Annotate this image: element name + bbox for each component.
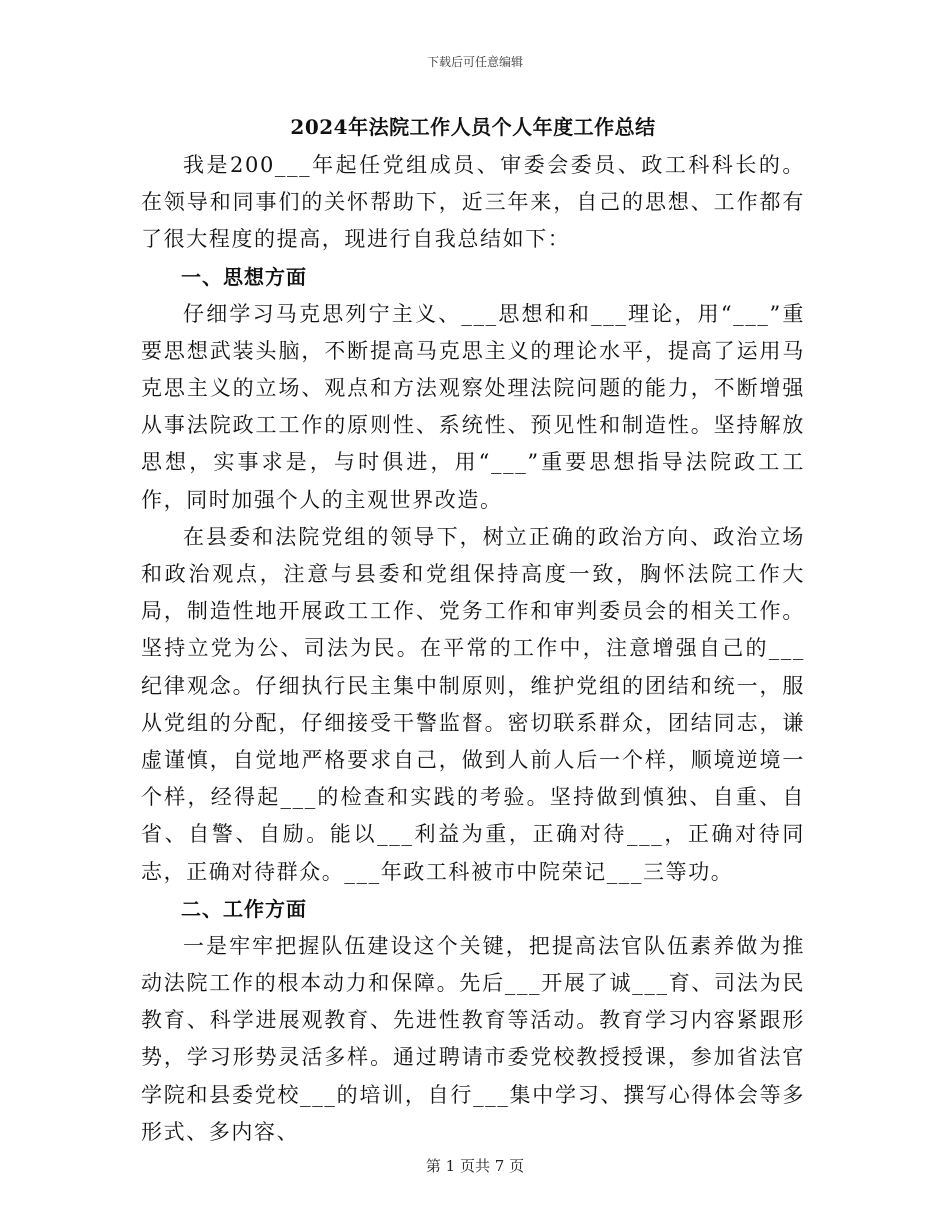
page-number: 第 1 页共 7 页 <box>425 1157 525 1175</box>
thought-paragraph-2: 在县委和法院党组的领导下，树立正确的政治方向、政治立场和政治观点，注意与县委和党组保持高度一致，胸怀法院工作大局，制造性地开展政工工作、党务工作和审判委员会的相关工作。坚持立党为公、司法为民。在平常的工作中，注意增强自己的___纪律观念。仔细执行民主集中制原则，维护党组的团结和统一，服从党组的分配，仔细接受干警监督。密切联系群众，团结同志，谦虚谨慎，自觉地严格要求自己，做到人前人后一个样，顺境逆境一个样，经得起___的检查和实践的考验。坚持做到慎独、自重、自省、自警、自励。能以___利益为重，正确对待___，正确对待同志，正确对待群众。___年政工科被市中院荣记___三等功。 <box>141 524 805 884</box>
document-title: 2024年法院工作人员个人年度工作总结 <box>290 115 656 139</box>
section-heading-work: 二、工作方面 <box>181 896 307 921</box>
header-note: 下载后可任意编辑 <box>426 55 523 69</box>
work-paragraph-1: 一是牢牢把握队伍建设这个关键，把提高法官队伍素养做为推动法院工作的根本动力和保障。先后___开展了诚___育、司法为民教育、科学进展观教育、先进性教育等活动。教育学习内容紧跟形势，学习形势灵活多样。通过聘请市委党校教授授课，参加省法官学院和县委党校___的培训，自行___集中学习、撰写心得体会等多形式、多内容、 <box>141 933 805 1144</box>
thought-paragraph-1: 仔细学习马克思列宁主义、___思想和和___理论，用“___”重要思想武装头脑，不断提高马克思主义的理论水平，提高了运用马克思主义的立场、观点和方法观察处理法院问题的能力，不断增强从事法院政工工作的原则性、系统性、预见性和制造性。坚持解放思想，实事求是，与时俱进，用“___”重要思想指导法院政工工作，同时加强个人的主观世界改造。 <box>141 301 805 512</box>
document-body <box>141 111 805 1151</box>
section-heading-thought: 一、思想方面 <box>181 264 307 289</box>
intro-paragraph: 我是200___年起任党组成员、审委会委员、政工科科长的。在领导和同事们的关怀帮助下，近三年来，自己的思想、工作都有了很大程度的提高，现进行自我总结如下： <box>141 153 805 252</box>
